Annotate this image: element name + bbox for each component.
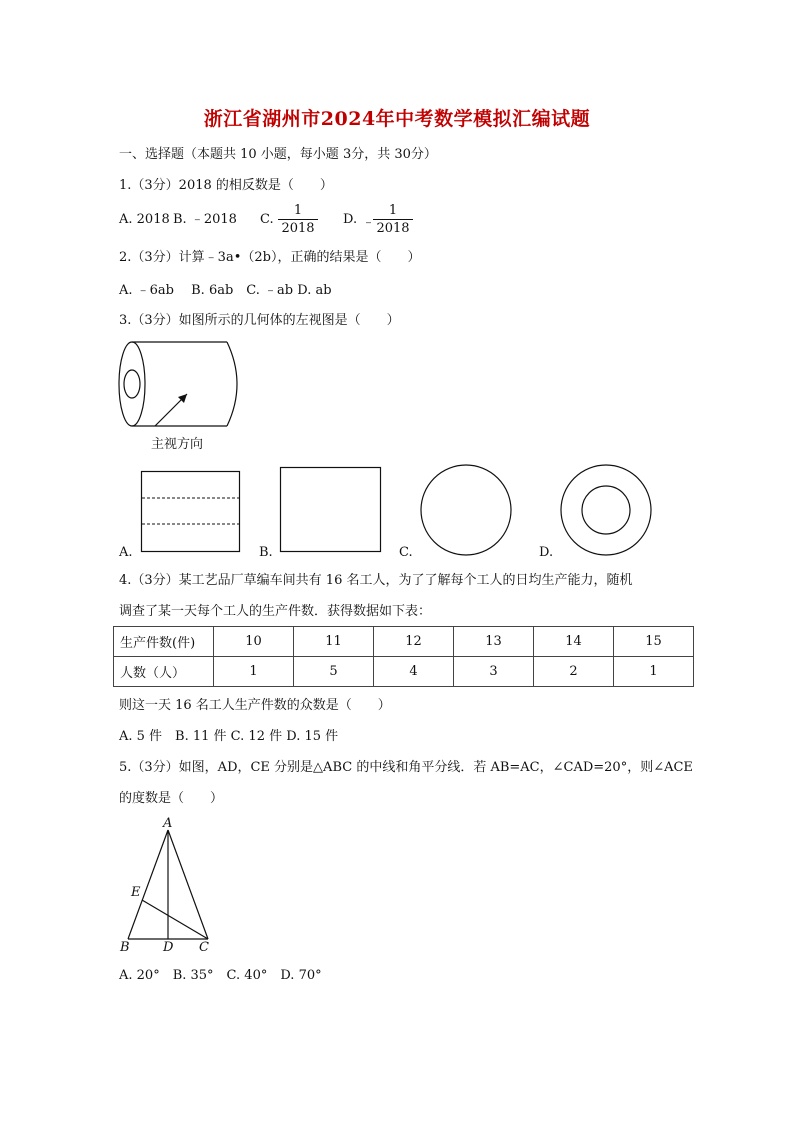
table-cell: 15 xyxy=(614,627,694,657)
option-c-circle-figure xyxy=(420,464,512,556)
point-label-e: E xyxy=(131,885,141,900)
fraction-numerator: 1 xyxy=(293,203,303,218)
question-1-option-a: A. 2018 xyxy=(119,212,170,227)
question-4-question: 则这一天 16 名工人生产件数的众数是（ ） xyxy=(119,698,391,713)
exam-title: 浙江省湖州市2024年中考数学模拟汇编试题 xyxy=(203,108,591,130)
question-1-option-b: B. ﹣2018 xyxy=(173,212,237,227)
question-5-options: A. 20° B. 35° C. 40° D. 70° xyxy=(119,968,322,983)
production-data-table xyxy=(113,626,694,687)
question-4-options: A. 5 件 B. 11 件 C. 12 件 D. 15 件 xyxy=(119,729,339,744)
table-row-header: 人数（人） xyxy=(114,657,214,687)
option-d-ring-figure xyxy=(560,464,652,556)
table-cell: 1 xyxy=(614,657,694,687)
question-1-option-c-fraction xyxy=(278,203,318,236)
fraction-denominator: 2018 xyxy=(281,221,315,236)
fraction-numerator: 1 xyxy=(388,203,398,218)
question-3-option-c: C. xyxy=(399,545,413,560)
table-row xyxy=(114,627,694,657)
table-cell: 2 xyxy=(534,657,614,687)
vertex-label-b: B xyxy=(120,940,130,955)
table-cell: 4 xyxy=(374,657,454,687)
question-3-option-b: B. xyxy=(259,545,273,560)
view-direction-label: 主视方向 xyxy=(151,437,204,452)
question-3-stem: 3.（3分）如图所示的几何体的左视图是（ ） xyxy=(119,313,400,328)
table-cell: 3 xyxy=(454,657,534,687)
option-b-square-figure xyxy=(280,467,382,553)
question-3-option-d: D. xyxy=(539,545,554,560)
triangle-abc-figure xyxy=(112,814,222,959)
option-a-rectangle-figure xyxy=(141,471,241,553)
question-1-option-c-label: C. xyxy=(260,212,274,227)
table-cell: 13 xyxy=(454,627,534,657)
table-cell: 14 xyxy=(534,627,614,657)
question-2-stem: 2.（3分）计算﹣3a•（2b），正确的结果是（ ） xyxy=(119,250,421,265)
table-row-header: 生产件数(件) xyxy=(114,627,214,657)
fraction-bar xyxy=(373,219,413,220)
table-cell: 10 xyxy=(214,627,294,657)
question-4-stem-line-1: 4.（3分）某工艺品厂草编车间共有 16 名工人，为了了解每个工人的日均生产能力，随机 xyxy=(119,573,633,588)
vertex-label-a: A xyxy=(163,816,173,831)
table-cell: 12 xyxy=(374,627,454,657)
section-heading: 一、选择题（本题共 10 小题，每小题 3分，共 30分） xyxy=(119,147,437,162)
fraction-bar xyxy=(278,219,318,220)
question-3-option-a: A. xyxy=(119,545,133,560)
point-label-d: D xyxy=(163,940,174,955)
question-1-stem: 1.（3分）2018 的相反数是（ ） xyxy=(119,178,333,193)
question-1-option-d-label: D. xyxy=(343,212,358,227)
table-cell: 5 xyxy=(294,657,374,687)
table-cell: 11 xyxy=(294,627,374,657)
table-row xyxy=(114,657,694,687)
question-2-options: A. ﹣6ab B. 6ab C. ﹣ab D. ab xyxy=(119,283,332,298)
question-5-stem-line-1: 5.（3分）如图，AD，CE 分别是△ABC 的中线和角平分线．若 AB=AC，∠CAD=20°，则∠ACE xyxy=(119,760,693,775)
fraction-denominator: 2018 xyxy=(376,221,410,236)
question-4-stem-line-2: 调查了某一天每个工人的生产件数．获得数据如下表： xyxy=(119,604,432,619)
question-1-option-d-sign: ﹣ xyxy=(362,215,376,230)
question-1-option-d-fraction xyxy=(373,203,413,236)
question-5-stem-line-2: 的度数是（ ） xyxy=(119,791,224,806)
vertex-label-c: C xyxy=(199,940,209,955)
table-cell: 1 xyxy=(214,657,294,687)
